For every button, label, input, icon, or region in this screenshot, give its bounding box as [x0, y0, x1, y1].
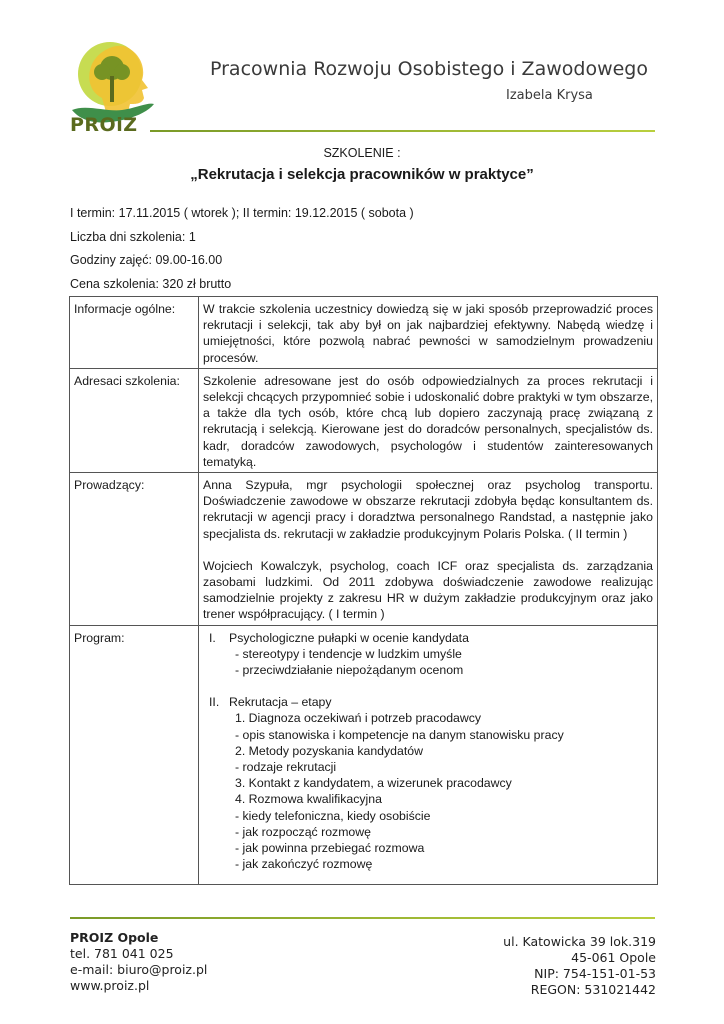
footer-divider — [70, 917, 655, 919]
footer-regon: REGON: 531021442 — [530, 982, 656, 997]
list-item: 3. Kontakt z kandydatem, a wizerunek pracodawcy — [235, 776, 512, 791]
row-content: W trakcie szkolenia uczestnicy dowiedzą się w jaki sposób przeprowadzić proces rekrutacji i selekcji, tak aby był on jak najbardziej efektywny. Nabędą wiedzę i umiejętności, które pozwolą nabrać pewności w samodzielnym prowadzeniu procesów. — [199, 297, 658, 369]
table-row — [70, 368, 658, 472]
list-item: - stereotypy i tendencje w ludzkim umyśle — [235, 646, 462, 661]
program-section — [209, 630, 653, 646]
row-content — [199, 473, 658, 626]
footer-website: www.proiz.pl — [70, 978, 150, 993]
list-item: - przeciwdziałanie niepożądanym ocenom — [235, 663, 464, 678]
row-content: Szkolenie adresowane jest do osób odpowiedzialnych za proces rekrutacji i selekcji chcących przypomnieć sobie i udoskonalić dobre praktyki w tym obszarze, a także dla tych osób, które chcą lub dopiero zaczynają pracę związaną z rekrutacją i selekcją. Kierowane jest do doradców personalnych, specjalistów ds. kadr, doradców zawodowych, psychologów i studentów zainteresowanych tematyką. — [199, 368, 658, 472]
section-title: Psychologiczne pułapki w ocenie kandydata — [229, 630, 469, 645]
list-item: - kiedy telefoniczna, kiedy osobiście — [235, 808, 431, 823]
section-number: II. — [209, 695, 220, 710]
row-label: Informacje ogólne: — [70, 297, 199, 369]
table-row — [70, 625, 658, 884]
trainer-1: Anna Szypuła, mgr psychologii społecznej oraz psycholog transportu. Doświadczenie zawodowe w obszarze rekrutacji zdobyła będąc konsultantem ds. rekrutacji w agencji pracy i doradztwa personalnego Randstad, a następnie jako specjalista ds. rekrutacji w zakładzie produkcyjnym Polaris Polska. ( II termin ) — [203, 478, 653, 541]
list-item: - rodzaje rekrutacji — [235, 760, 337, 775]
program-content — [199, 625, 658, 884]
letterhead — [0, 0, 724, 140]
org-name: Pracownia Rozwoju Osobistego i Zawodowego — [210, 58, 648, 80]
section-title: Rekrutacja – etapy — [229, 695, 332, 710]
list-item: 2. Metody pozyskania kandydatów — [235, 743, 423, 758]
footer-email: e-mail: biuro@proiz.pl — [70, 962, 208, 977]
row-label: Adresaci szkolenia: — [70, 368, 199, 472]
header-divider — [150, 130, 655, 132]
training-title: „Rekrutacja i selekcja pracowników w praktyce” — [190, 166, 534, 183]
trainer-2: Wojciech Kowalczyk, psycholog, coach ICF oraz specjalista ds. zarządzania zasobami ludzkimi. Od 2011 zdobywa doświadczenie zawodowe realizując samodzielnie projekty z zakresu HR w dużym zakładzie produkcyjnym oraz jako trener współpracujący. ( I termin ) — [203, 558, 653, 622]
program-list — [203, 630, 653, 873]
list-item: - opis stanowiska i kompetencje na danym stanowisku pracy — [235, 727, 564, 742]
table-row — [70, 473, 658, 626]
section-number: I. — [209, 630, 216, 645]
logo-text: PROiZ — [70, 114, 138, 136]
footer-address — [503, 934, 656, 998]
list-item: 4. Rozmowa kwalifikacyjna — [235, 792, 382, 807]
footer-nip: NIP: 754-151-01-53 — [534, 966, 656, 981]
table-row — [70, 297, 658, 369]
program-section — [209, 694, 653, 710]
footer-contact — [70, 930, 207, 994]
list-item: - jak powinna przebiegać rozmowa — [235, 841, 425, 856]
footer-street: ul. Katowicka 39 lok.319 — [503, 934, 656, 949]
info-table — [69, 296, 658, 885]
list-item: - jak zakończyć rozmowę — [235, 857, 373, 872]
training-meta — [70, 206, 414, 300]
footer-phone: tel. 781 041 025 — [70, 946, 174, 961]
footer-company: PROIZ Opole — [70, 930, 159, 945]
list-item: - jak rozpocząć rozmowę — [235, 824, 371, 839]
meta-dates: I termin: 17.11.2015 ( wtorek ); II termin: 19.12.2015 ( sobota ) — [70, 206, 414, 220]
document-title — [0, 146, 724, 183]
list-item: 1. Diagnoza oczekiwań i potrzeb pracodawcy — [235, 711, 482, 726]
meta-hours: Godziny zajęć: 09.00-16.00 — [70, 253, 223, 267]
footer-postal: 45-061 Opole — [571, 950, 656, 965]
row-label: Prowadzący: — [70, 473, 199, 626]
title-label: SZKOLENIE : — [323, 146, 401, 160]
row-label: Program: — [70, 625, 199, 884]
meta-price: Cena szkolenia: 320 zł brutto — [70, 276, 232, 291]
org-person: Izabela Krysa — [506, 88, 593, 103]
meta-days: Liczba dni szkolenia: 1 — [70, 229, 196, 244]
